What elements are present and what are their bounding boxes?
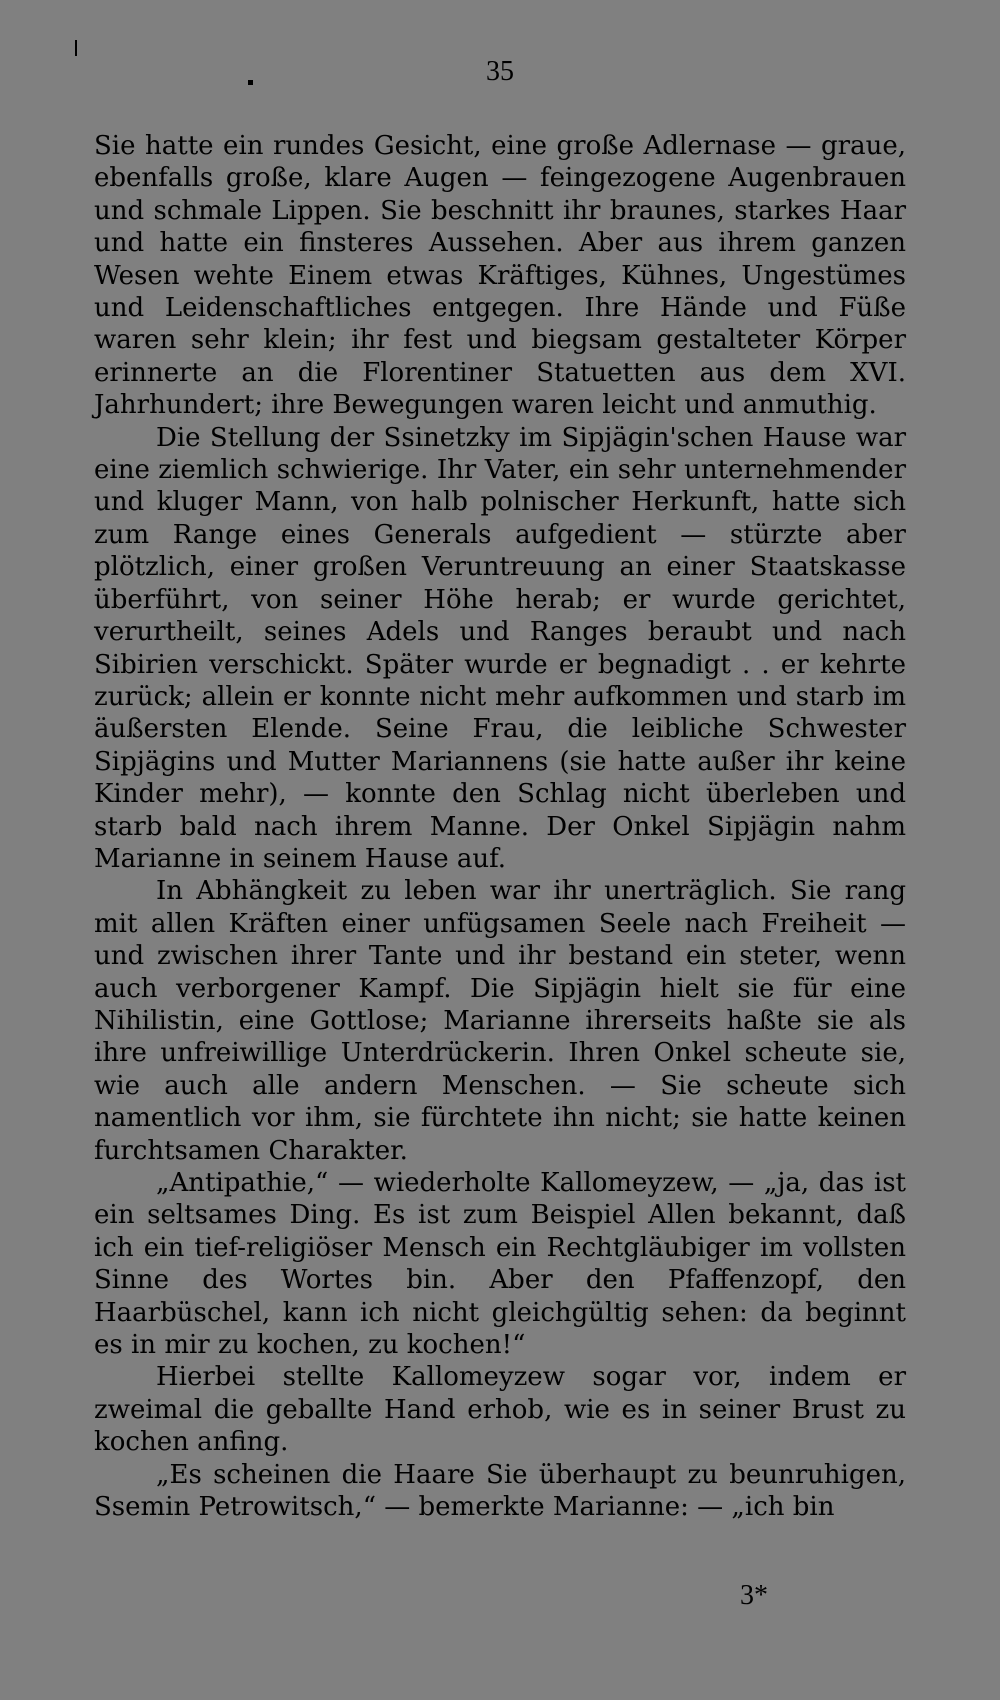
paragraph-4: „Antipathie,“ — wiederholte Kallomeyzew, — „ja, das ist ein seltsames Ding. Es ist zum Beispiel Allen bekannt, daß ich ein tief-religiöser Mensch ein Rechtgläubiger im vollsten Sinne des Wortes bin. Aber den Pfaffenzopf, den Haarbüschel, kann ich nicht gleichgültig sehen: da beginnt es in mir zu kochen, zu kochen!“: [94, 1168, 906, 1361]
page-number: 35: [486, 56, 514, 87]
paragraph-2: Die Stellung der Ssinetzky im Sipjägin'schen Hause war eine ziemlich schwierige. Ihr Vater, ein sehr unternehmender und kluger Mann, von halb polnischer Herkunft, hatte sich zum Range eines Generals aufgedient — stürzte aber plötzlich, einer großen Veruntreuung an einer Staatskasse überführt, von seiner Höhe herab; er wurde gerichtet, verurtheilt, seines Adels und Ranges beraubt und nach Sibirien verschickt. Später wurde er begnadigt . . er kehrte zurück; allein er konnte nicht mehr aufkommen und starb im äußersten Elende. Seine Frau, die leibliche Schwester Sipjägins und Mutter Mariannens (sie hatte außer ihr keine Kinder mehr), — konnte den Schlag nicht überleben und starb bald nach ihrem Manne. Der Onkel Sipjägin nahm Marianne in seinem Hause auf.: [94, 422, 906, 874]
paragraph-5: Hierbei stellte Kallomeyzew sogar vor, indem er zweimal die geballte Hand erhob, wie es in seiner Brust zu kochen anfing.: [94, 1362, 906, 1458]
body-text: [94, 130, 906, 1523]
paragraph-6: „Es scheinen die Haare Sie überhaupt zu beunruhigen, Ssemin Petrowitsch,“ — bemerkte Marianne: — „ich bin: [94, 1459, 906, 1523]
paragraph-1: Sie hatte ein rundes Gesicht, eine große Adlernase — graue, ebenfalls große, klare Augen — feingezogene Augenbrauen und schmale Lippen. Sie beschnitt ihr braunes, starkes Haar und hatte ein finsteres Aussehen. Aber aus ihrem ganzen Wesen wehte Einem etwas Kräftiges, Kühnes, Ungestümes und Leidenschaftliches entgegen. Ihre Hände und Füße waren sehr klein; ihr fest und biegsam gestalteter Körper erinnerte an die Florentiner Statuetten aus dem XVI. Jahrhundert; ihre Bewegungen waren leicht und anmuthig.: [94, 131, 906, 421]
paragraph-3: In Abhängkeit zu leben war ihr unerträglich. Sie rang mit allen Kräften einer unfügsamen Seele nach Freiheit — und zwischen ihrer Tante und ihr bestand ein steter, wenn auch verborgener Kampf. Die Sipjägin hielt sie für eine Nihilistin, eine Gottlose; Marianne ihrerseits haßte sie als ihre unfreiwillige Unterdrückerin. Ihren Onkel scheute sie, wie auch alle andern Menschen. — Sie scheute sich namentlich vor ihm, sie fürchtete ihn nicht; sie hatte keinen furchtsamen Charakter.: [94, 876, 906, 1166]
margin-mark: [75, 40, 77, 56]
signature-mark: 3*: [740, 1580, 768, 1611]
